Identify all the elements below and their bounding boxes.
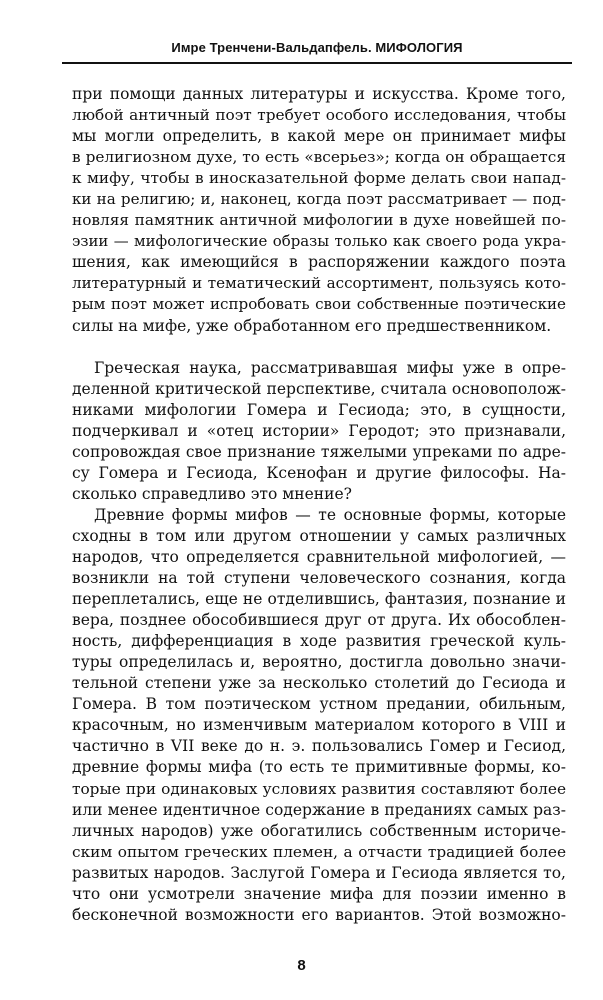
text-line: при помощи данных литературы и искусства. Кроме того, <box>72 85 566 103</box>
text-line: любой античный поэт требует особого исследования, чтобы <box>72 106 566 125</box>
text-line: возникли на той ступени человеческого сознания, когда <box>72 569 566 588</box>
text-line: к мифу, чтобы в иносказательной форме делать свои напад- <box>72 169 566 188</box>
text-line: эзии — мифологические образы только как своего рода укра- <box>72 232 566 251</box>
text-line: никами мифологии Гомера и Гесиода; это, в сущности, <box>72 400 566 419</box>
paragraph <box>72 84 566 337</box>
header-rule <box>62 62 572 64</box>
text-line: личных народов) уже обогатились собственным историче- <box>72 821 566 840</box>
text-line: ность, дифференциация в ходе развития греческой куль- <box>72 632 566 651</box>
text-line: сколько справедливо это мнение? <box>72 484 352 503</box>
text-line: ским опытом греческих племен, а отчасти традицией более <box>72 842 566 861</box>
text-line: мы могли определить, в какой мере он принимает мифы <box>72 127 566 146</box>
text-line: Греческая наука, рассматривавшая мифы уже в опре- <box>94 358 566 377</box>
text-line: рым поэт может испробовать свои собственные поэтические <box>72 295 566 314</box>
text-line: древние формы мифа (то есть те примитивные формы, ко- <box>72 758 566 777</box>
text-line: частично в VII веке до н. э. пользовались Гомер и Гесиод, <box>72 737 566 756</box>
text-line: бесконечной возможности его вариантов. Этой возможно- <box>72 905 566 924</box>
text-line: су Гомера и Гесиода, Ксенофан и другие философы. На- <box>72 463 566 482</box>
text-line: подчеркивал и «отец истории» Геродот; это признавали, <box>72 421 566 440</box>
text-line: Древние формы мифов — те основные формы, которые <box>94 505 566 524</box>
body-text <box>72 84 566 926</box>
text-line: сходны в том или другом отношении у самых различных <box>72 526 566 545</box>
text-line: литературный и тематический ассортимент, пользуясь кото- <box>72 274 566 293</box>
text-line: развитых народов. Заслугой Гомера и Гесиода является то, <box>72 863 566 882</box>
page-number: 8 <box>297 957 306 974</box>
text-line: народов, что определяется сравнительной мифологией, — <box>72 547 566 566</box>
text-line: торые при одинаковых условиях развития составляют более <box>72 779 566 798</box>
paragraph-gap <box>72 337 566 358</box>
text-line: вера, позднее обособившиеся друг от друга. Их обособлен- <box>72 611 566 630</box>
text-line: новляя памятник античной мифологии в духе новейшей по- <box>72 211 566 230</box>
paragraph <box>72 358 566 505</box>
text-line: переплетались, еще не отделившись, фантазия, познание и <box>72 590 566 609</box>
text-line: туры определилась и, вероятно, достигла довольно значи- <box>72 653 566 672</box>
text-line: что они усмотрели значение мифа для поэзии именно в <box>72 884 566 903</box>
text-line: в религиозном духе, то есть «всерьез»; когда он обращается <box>72 148 566 167</box>
text-line: силы на мифе, уже обработанном его предшественником. <box>72 316 552 335</box>
text-line: или менее идентичное содержание в преданиях самых раз- <box>72 800 566 819</box>
text-line: сопровождая свое признание тяжелыми упреками по адре- <box>72 442 566 461</box>
text-line: деленной критической перспективе, считала основополож- <box>72 379 566 398</box>
text-line: красочным, но изменчивым материалом которого в VIII и <box>72 716 566 735</box>
text-line: шения, как имеющийся в распоряжении каждого поэта <box>72 253 566 272</box>
text-line: Гомера. В том поэтическом устном предании, обильным, <box>72 695 566 714</box>
text-line: тельной степени уже за несколько столетий до Гесиода и <box>72 674 566 693</box>
text-line: ки на религию; и, наконец, когда поэт рассматривает — под- <box>72 190 566 209</box>
paragraph <box>72 505 566 926</box>
running-header: Имре Тренчени-Вальдапфель. МИФОЛОГИЯ <box>171 40 463 55</box>
